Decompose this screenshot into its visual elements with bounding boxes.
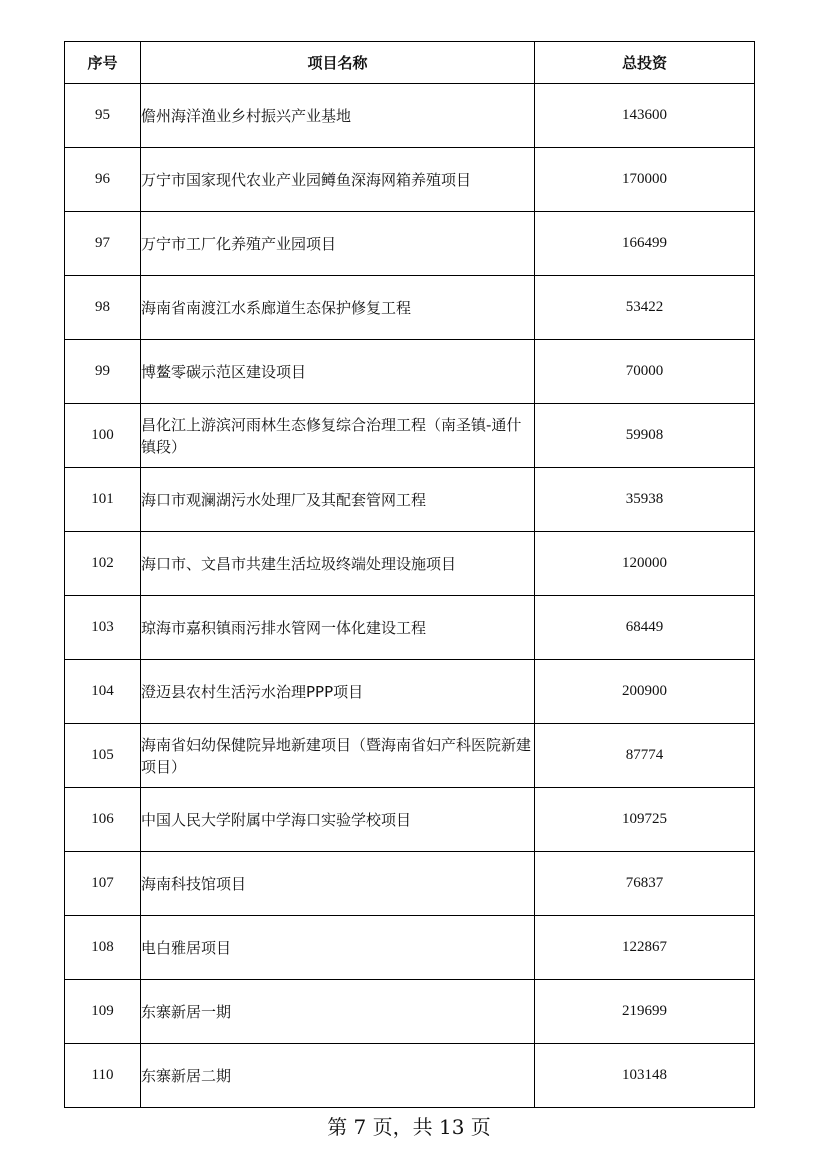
project-name-cell: 琼海市嘉积镇雨污排水管网一体化建设工程 <box>141 596 535 660</box>
investment-cell: 109725 <box>535 788 755 852</box>
serial-number-cell: 97 <box>65 212 141 276</box>
table-body <box>65 84 755 1108</box>
header-serial-number: 序号 <box>65 42 141 84</box>
investment-cell: 143600 <box>535 84 755 148</box>
serial-number-cell: 99 <box>65 340 141 404</box>
project-name-cell: 海口市、文昌市共建生活垃圾终端处理设施项目 <box>141 532 535 596</box>
serial-number-cell: 101 <box>65 468 141 532</box>
project-name-cell: 中国人民大学附属中学海口实验学校项目 <box>141 788 535 852</box>
investment-cell: 170000 <box>535 148 755 212</box>
project-name-cell: 儋州海洋渔业乡村振兴产业基地 <box>141 84 535 148</box>
header-project-name: 项目名称 <box>141 42 535 84</box>
table-row <box>65 852 755 916</box>
header-total-investment: 总投资 <box>535 42 755 84</box>
project-name-cell: 海南省妇幼保健院异地新建项目（暨海南省妇产科医院新建项目） <box>141 724 535 788</box>
project-name-cell: 东寨新居一期 <box>141 980 535 1044</box>
project-name-cell: 海口市观澜湖污水处理厂及其配套管网工程 <box>141 468 535 532</box>
table-row <box>65 468 755 532</box>
project-name-cell: 电白雅居项目 <box>141 916 535 980</box>
investment-cell: 59908 <box>535 404 755 468</box>
serial-number-cell: 104 <box>65 660 141 724</box>
project-table <box>64 41 755 1108</box>
table-row <box>65 1044 755 1108</box>
investment-cell: 76837 <box>535 852 755 916</box>
investment-cell: 70000 <box>535 340 755 404</box>
serial-number-cell: 108 <box>65 916 141 980</box>
serial-number-cell: 96 <box>65 148 141 212</box>
serial-number-cell: 109 <box>65 980 141 1044</box>
serial-number-cell: 98 <box>65 276 141 340</box>
serial-number-cell: 102 <box>65 532 141 596</box>
table-row <box>65 724 755 788</box>
serial-number-cell: 103 <box>65 596 141 660</box>
investment-cell: 120000 <box>535 532 755 596</box>
table-row <box>65 276 755 340</box>
table-row <box>65 660 755 724</box>
project-name-cell: 博鳌零碳示范区建设项目 <box>141 340 535 404</box>
table-row <box>65 212 755 276</box>
table-row <box>65 404 755 468</box>
page-footer: 第 7 页，共 13 页 <box>327 1115 491 1139</box>
investment-cell: 219699 <box>535 980 755 1044</box>
serial-number-cell: 100 <box>65 404 141 468</box>
project-name-cell: 澄迈县农村生活污水治理PPP项目 <box>141 660 535 724</box>
project-name-cell: 万宁市工厂化养殖产业园项目 <box>141 212 535 276</box>
table-row <box>65 84 755 148</box>
serial-number-cell: 106 <box>65 788 141 852</box>
serial-number-cell: 110 <box>65 1044 141 1108</box>
project-name-cell: 万宁市国家现代农业产业园鳟鱼深海网箱养殖项目 <box>141 148 535 212</box>
project-name-cell: 昌化江上游滨河雨林生态修复综合治理工程（南圣镇-通什镇段） <box>141 404 535 468</box>
table-row <box>65 916 755 980</box>
table-row <box>65 788 755 852</box>
investment-cell: 166499 <box>535 212 755 276</box>
serial-number-cell: 105 <box>65 724 141 788</box>
project-name-cell: 海南科技馆项目 <box>141 852 535 916</box>
table-row <box>65 532 755 596</box>
table-row <box>65 148 755 212</box>
investment-cell: 87774 <box>535 724 755 788</box>
investment-cell: 35938 <box>535 468 755 532</box>
table-row <box>65 596 755 660</box>
investment-cell: 53422 <box>535 276 755 340</box>
table-row <box>65 340 755 404</box>
serial-number-cell: 107 <box>65 852 141 916</box>
investment-cell: 122867 <box>535 916 755 980</box>
project-name-cell: 东寨新居二期 <box>141 1044 535 1108</box>
project-name-cell: 海南省南渡江水系廊道生态保护修复工程 <box>141 276 535 340</box>
investment-cell: 200900 <box>535 660 755 724</box>
table-row <box>65 980 755 1044</box>
serial-number-cell: 95 <box>65 84 141 148</box>
investment-cell: 103148 <box>535 1044 755 1108</box>
table-header-row <box>65 42 755 84</box>
investment-cell: 68449 <box>535 596 755 660</box>
